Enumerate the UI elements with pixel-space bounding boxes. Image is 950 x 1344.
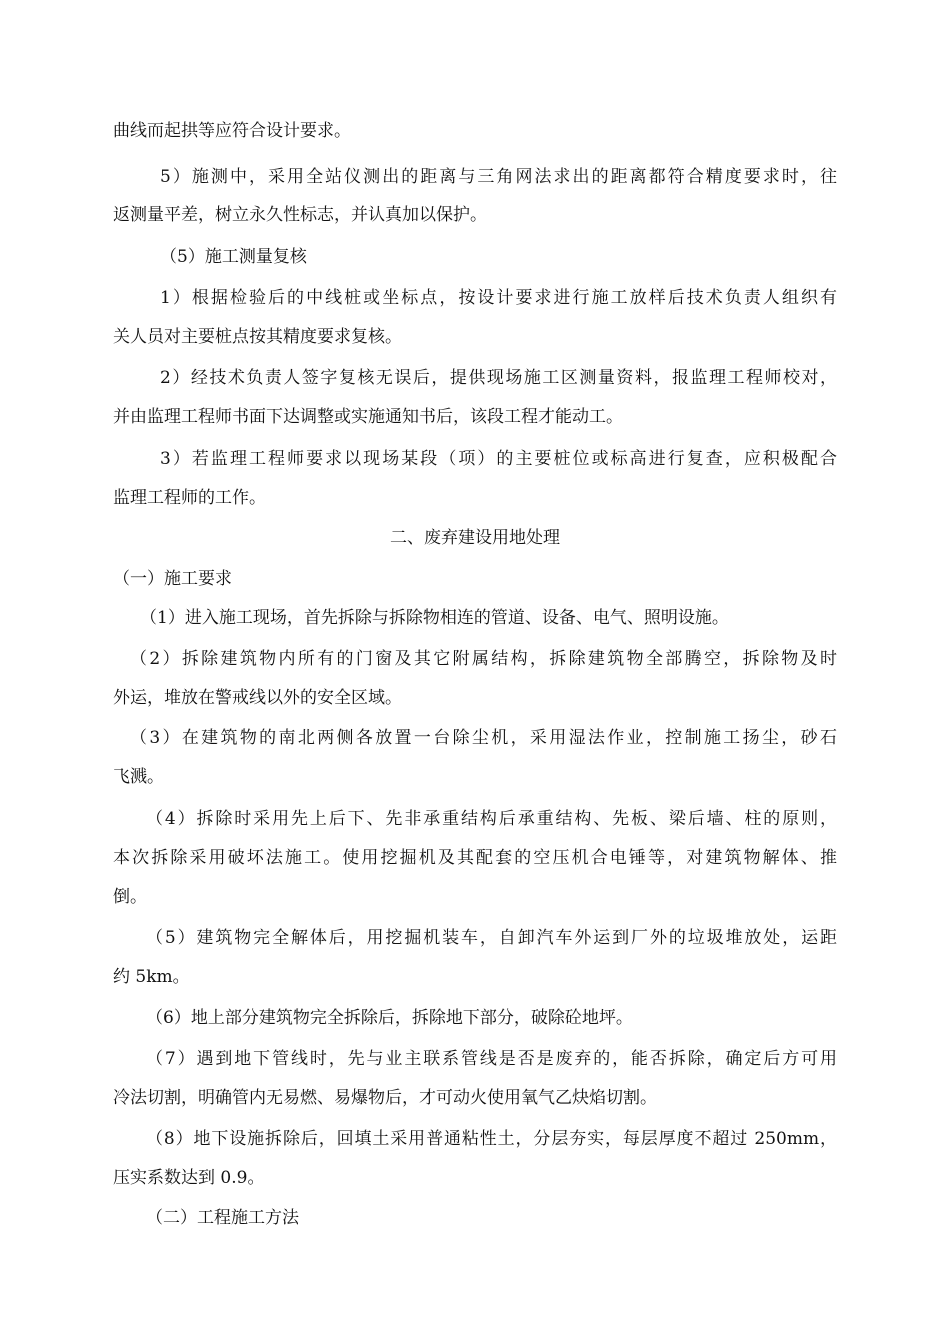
paragraph-line: 关人员对主要桩点按其精度要求复核。 — [113, 327, 402, 347]
paragraph-line: （6）地上部分建筑物完全拆除后，拆除地下部分，破除砼地坪。 — [146, 1008, 633, 1028]
paragraph-line: 约 5km。 — [113, 967, 190, 987]
paragraph-line: 倒。 — [113, 887, 147, 907]
paragraph-line: 3）若监理工程师要求以现场某段（项）的主要桩位或标高进行复查，应积极配合 — [160, 449, 837, 469]
paragraph-line: （1）进入施工现场，首先拆除与拆除物相连的管道、设备、电气、照明设施。 — [140, 608, 729, 628]
section-heading: （5）施工测量复核 — [160, 247, 307, 267]
paragraph-line: 返测量平差，树立永久性标志，并认真加以保护。 — [113, 205, 487, 225]
paragraph-line: 飞溅。 — [113, 767, 164, 787]
paragraph-line: （5）建筑物完全解体后，用挖掘机装车，自卸汽车外运到厂外的垃圾堆放处，运距 — [146, 928, 837, 948]
paragraph-line: （7）遇到地下管线时，先与业主联系管线是否是废弃的，能否拆除，确定后方可用 — [146, 1049, 837, 1069]
paragraph-line: 并由监理工程师书面下达调整或实施通知书后，该段工程才能动工。 — [113, 407, 623, 427]
paragraph-line: 压实系数达到 0.9。 — [113, 1168, 265, 1188]
paragraph-line: 曲线而起拱等应符合设计要求。 — [113, 121, 351, 141]
paragraph-line: （2）拆除建筑物内所有的门窗及其它附属结构，拆除建筑物全部腾空，拆除物及时 — [130, 649, 837, 669]
paragraph-line: （4）拆除时采用先上后下、先非承重结构后承重结构、先板、梁后墙、柱的原则， — [146, 809, 837, 829]
section-title: 二、废弃建设用地处理 — [390, 528, 560, 548]
paragraph-line: 1）根据检验后的中线桩或坐标点，按设计要求进行施工放样后技术负责人组织有 — [160, 288, 837, 308]
paragraph-line: （8）地下设施拆除后，回填土采用普通粘性土，分层夯实，每层厚度不超过 250mm， — [146, 1129, 837, 1149]
paragraph-line: 2）经技术负责人签字复核无误后，提供现场施工区测量资料，报监理工程师校对， — [160, 368, 837, 388]
paragraph-line: 冷法切割，明确管内无易燃、易爆物后，才可动火使用氧气乙炔焰切割。 — [113, 1088, 657, 1108]
paragraph-line: 监理工程师的工作。 — [113, 488, 266, 508]
section-heading: （二）工程施工方法 — [146, 1208, 299, 1228]
section-heading: （一）施工要求 — [113, 569, 232, 589]
paragraph-line: 本次拆除采用破坏法施工。使用挖掘机及其配套的空压机合电锤等，对建筑物解体、推 — [113, 848, 837, 868]
paragraph-line: 外运，堆放在警戒线以外的安全区域。 — [113, 688, 402, 708]
paragraph-line: 5）施测中，采用全站仪测出的距离与三角网法求出的距离都符合精度要求时，往 — [160, 167, 837, 187]
paragraph-line: （3）在建筑物的南北两侧各放置一台除尘机，采用湿法作业，控制施工扬尘，砂石 — [130, 728, 837, 748]
